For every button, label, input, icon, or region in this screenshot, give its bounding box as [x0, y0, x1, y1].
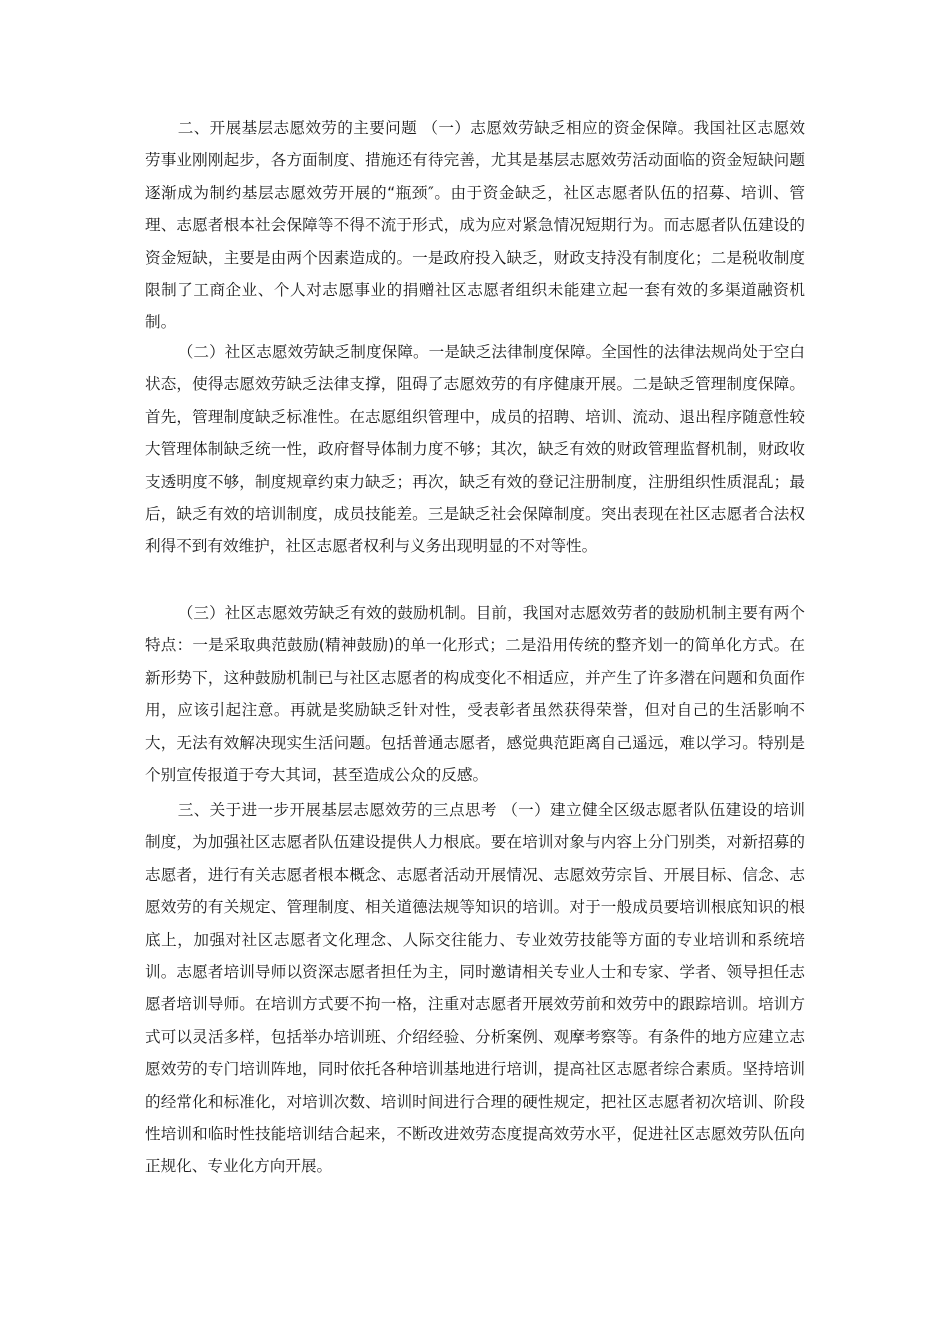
paragraph-incentive-mechanism: （三）社区志愿效劳缺乏有效的鼓励机制。目前，我国对志愿效劳者的鼓励机制主要有两个特点：一是采取典范鼓励(精神鼓励)的单一化形式；二是沿用传统的整齐划一的简单化方式。在新形势下，这种鼓励机制已与社区志愿者的构成变化不相适应，并产生了许多潜在问题和负面作用，应该引起注意。再就是奖励缺乏针对性，受表彰者虽然获得荣誉，但对自己的生活影响不大，无法有效解决现实生活问题。包括普通志愿者，感觉典范距离自己遥远，难以学习。特别是个别宣传报道于夸大其词，甚至造成公众的反感。: [145, 604, 805, 785]
paragraph-main-problems-funding: 二、开展基层志愿效劳的主要问题 （一）志愿效劳缺乏相应的资金保障。我国社区志愿效劳事业刚刚起步，各方面制度、措施还有待完善，尤其是基层志愿效劳活动面临的资金短缺问题逐渐成为制约基层志愿效劳开展的“瓶颈″。由于资金缺乏，社区志愿者队伍的招募、培训、管理、志愿者根本社会保障等不得不流于形式，成为应对紧急情况短期行为。而志愿者队伍建设的资金短缺，主要是由两个因素造成的。一是政府投入缺乏，财政支持没有制度化；二是税收制度限制了工商企业、个人对志愿事业的捐赠社区志愿者组织未能建立起一套有效的多渠道融资机制。: [145, 119, 805, 332]
paragraph-three-reflections-training: 三、关于进一步开展基层志愿效劳的三点思考 （一）建立健全区级志愿者队伍建设的培训制度，为加强社区志愿者队伍建设提供人力根底。要在培训对象与内容上分门别类，对新招募的志愿者，进行有关志愿者根本概念、志愿者活动开展情况、志愿效劳宗旨、开展目标、信念、志愿效劳的有关规定、管理制度、相关道德法规等知识的培训。对于一般成员要培训根底知识的根底上，加强对社区志愿者文化理念、人际交往能力、专业效劳技能等方面的专业培训和系统培训。志愿者培训导师以资深志愿者担任为主，同时邀请相关专业人士和专家、学者、领导担任志愿者培训导师。在培训方式要不拘一格，注重对志愿者开展效劳前和效劳中的跟踪培训。培训方式可以灵活多样，包括举办培训班、介绍经验、分析案例、观摩考察等。有条件的地方应建立志愿效劳的专门培训阵地，同时依托各种培训基地进行培训，提高社区志愿者综合素质。坚持培训的经常化和标准化，对培训次数、培训时间进行合理的硬性规定，把社区志愿者初次培训、阶段性培训和临时性技能培训结合起来，不断改进效劳态度提高效劳水平，促进社区志愿效劳队伍向正规化、专业化方向开展。: [145, 801, 805, 1176]
paragraph-institutional-guarantee: （二）社区志愿效劳缺乏制度保障。一是缺乏法律制度保障。全国性的法律法规尚处于空白状态，使得志愿效劳缺乏法律支撑，阻碍了志愿效劳的有序健康开展。二是缺乏管理制度保障。首先，管理制度缺乏标准性。在志愿组织管理中，成员的招聘、培训、流动、退出程序随意性较大管理体制缺乏统一性，政府督导体制力度不够；其次，缺乏有效的财政管理监督机制，财政收支透明度不够，制度规章约束力缺乏；再次，缺乏有效的登记注册制度，注册组织性质混乱；最后，缺乏有效的培训制度，成员技能差。三是缺乏社会保障制度。突出表现在社区志愿者合法权利得不到有效维护，社区志愿者权利与义务出现明显的不对等性。: [145, 343, 805, 556]
